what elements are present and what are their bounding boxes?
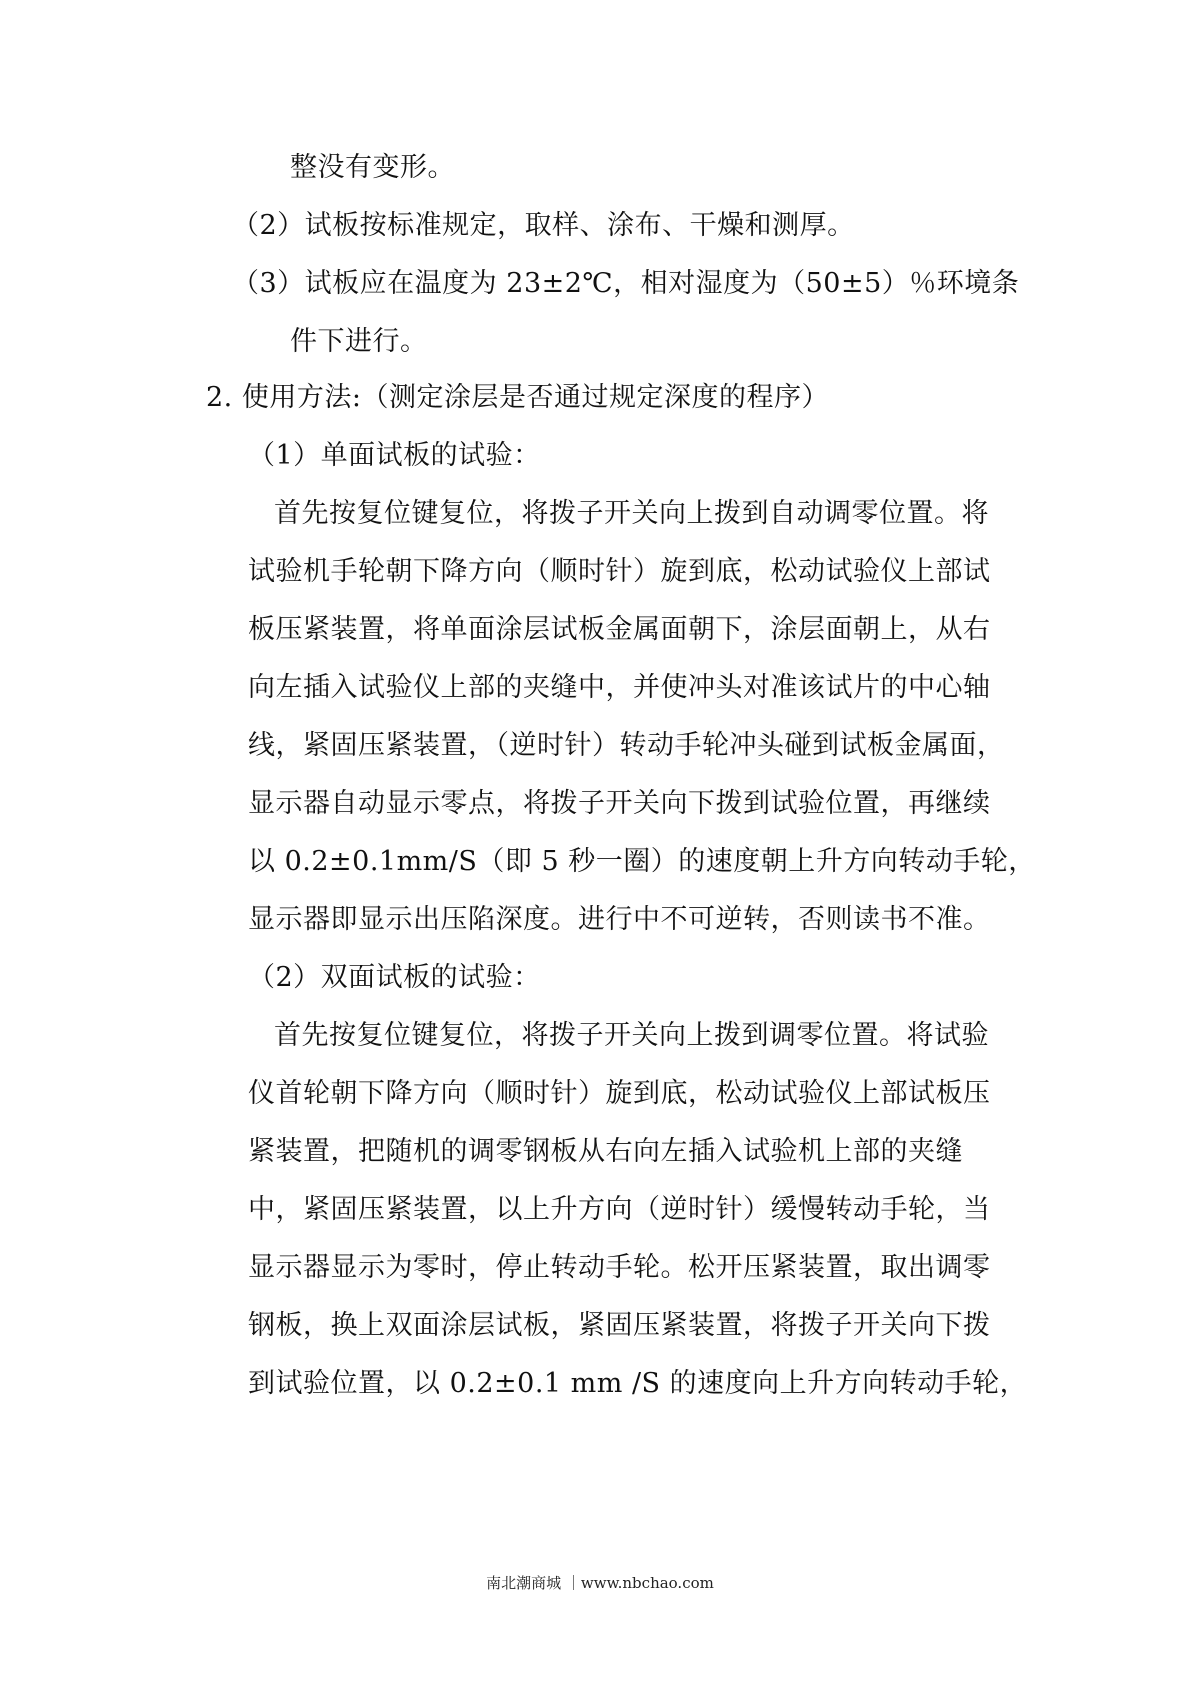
- text-line: 到试验位置，以 0.2±0.1 mm /S 的速度向上升方向转动手轮，: [248, 1368, 1028, 1399]
- text-line: 以 0.2±0.1mm/S（即 5 秒一圈）的速度朝上升方向转动手轮，: [248, 846, 1036, 877]
- text-line: 仪首轮朝下降方向（顺时针）旋到底，松动试验仪上部试板压: [248, 1078, 991, 1109]
- subsection-heading: （1）单面试板的试验：: [248, 440, 541, 471]
- text-line: 显示器显示为零时，停止转动手轮。松开压紧装置，取出调零: [248, 1252, 991, 1283]
- text-line: 中，紧固压紧装置，以上升方向（逆时针）缓慢转动手轮，当: [248, 1194, 991, 1225]
- text-line: 钢板，换上双面涂层试板，紧固压紧装置，将拨子开关向下拨: [248, 1310, 991, 1341]
- text-line: 线，紧固压紧装置，（逆时针）转动手轮冲头碰到试板金属面，: [248, 730, 1005, 761]
- page-footer: 南北潮商城 ｜www.nbchao.com: [486, 1574, 714, 1592]
- text-line: 整没有变形。: [290, 152, 455, 183]
- text-line: 向左插入试验仪上部的夹缝中，并使冲头对准该试片的中心轴: [248, 672, 991, 703]
- text-line: 显示器自动显示零点，将拨子开关向下拨到试验位置，再继续: [248, 788, 991, 819]
- section-heading: 2. 使用方法:（测定涂层是否通过规定深度的程序）: [206, 382, 829, 413]
- text-line: 首先按复位键复位，将拨子开关向上拨到自动调零位置。将: [274, 498, 989, 529]
- text-line: 板压紧装置，将单面涂层试板金属面朝下，涂层面朝上，从右: [248, 614, 991, 645]
- text-line: 首先按复位键复位，将拨子开关向上拨到调零位置。将试验: [274, 1020, 989, 1051]
- text-line: 显示器即显示出压陷深度。进行中不可逆转，否则读书不准。: [248, 904, 991, 935]
- text-line: 件下进行。: [290, 326, 428, 357]
- subsection-heading: （2）双面试板的试验：: [248, 962, 541, 993]
- text-line: （2）试板按标准规定，取样、涂布、干燥和测厚。: [232, 210, 855, 241]
- text-line: 试验机手轮朝下降方向（顺时针）旋到底，松动试验仪上部试: [248, 556, 991, 587]
- text-line: 紧装置，把随机的调零钢板从右向左插入试验机上部的夹缝: [248, 1136, 963, 1167]
- text-line: （3）试板应在温度为 23±2℃，相对湿度为（50±5）％环境条: [232, 268, 1020, 299]
